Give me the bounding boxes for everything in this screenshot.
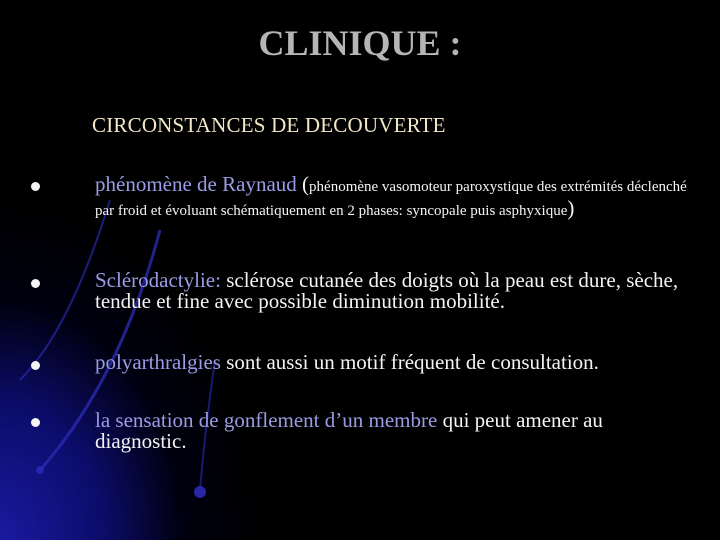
bullet-icon [31,182,40,191]
item-highlight: Sclérodactylie: [95,268,221,292]
list-item-raynaud [95,174,695,222]
item-text: sclérose cutanée des doigts où la peau est dure, sèche, tendue et fine avec possible diminution mobilité. [95,268,679,313]
item-highlight: phénomène de Raynaud [95,172,297,196]
page-subtitle: CIRCONSTANCES DE DECOUVERTE [92,113,446,137]
bullet-icon [31,361,40,370]
bullet-icon [31,418,40,427]
item-text: sont aussi un motif fréquent de consultation. [220,350,599,374]
list-item-polyarthralgies [95,352,695,373]
item-highlight: polyarthralgies [95,350,221,374]
page-title: CLINIQUE : [258,23,462,63]
paren-close: ) [567,196,575,220]
paren-open: ( [296,172,310,196]
item-text: qui peut amener au diagnostic. [95,408,603,453]
bullet-icon [31,279,40,288]
item-highlight: la sensation de gonflement d’un membre [95,408,438,432]
item-detail: phénomène vasomoteur paroxystique des extrémités déclenché par froid et évoluant schématiquement en 2 phases: syncopale puis asphyxique [95,179,687,219]
list-item-gonflement [95,410,695,452]
list-item-sclerodactylie [95,270,695,312]
